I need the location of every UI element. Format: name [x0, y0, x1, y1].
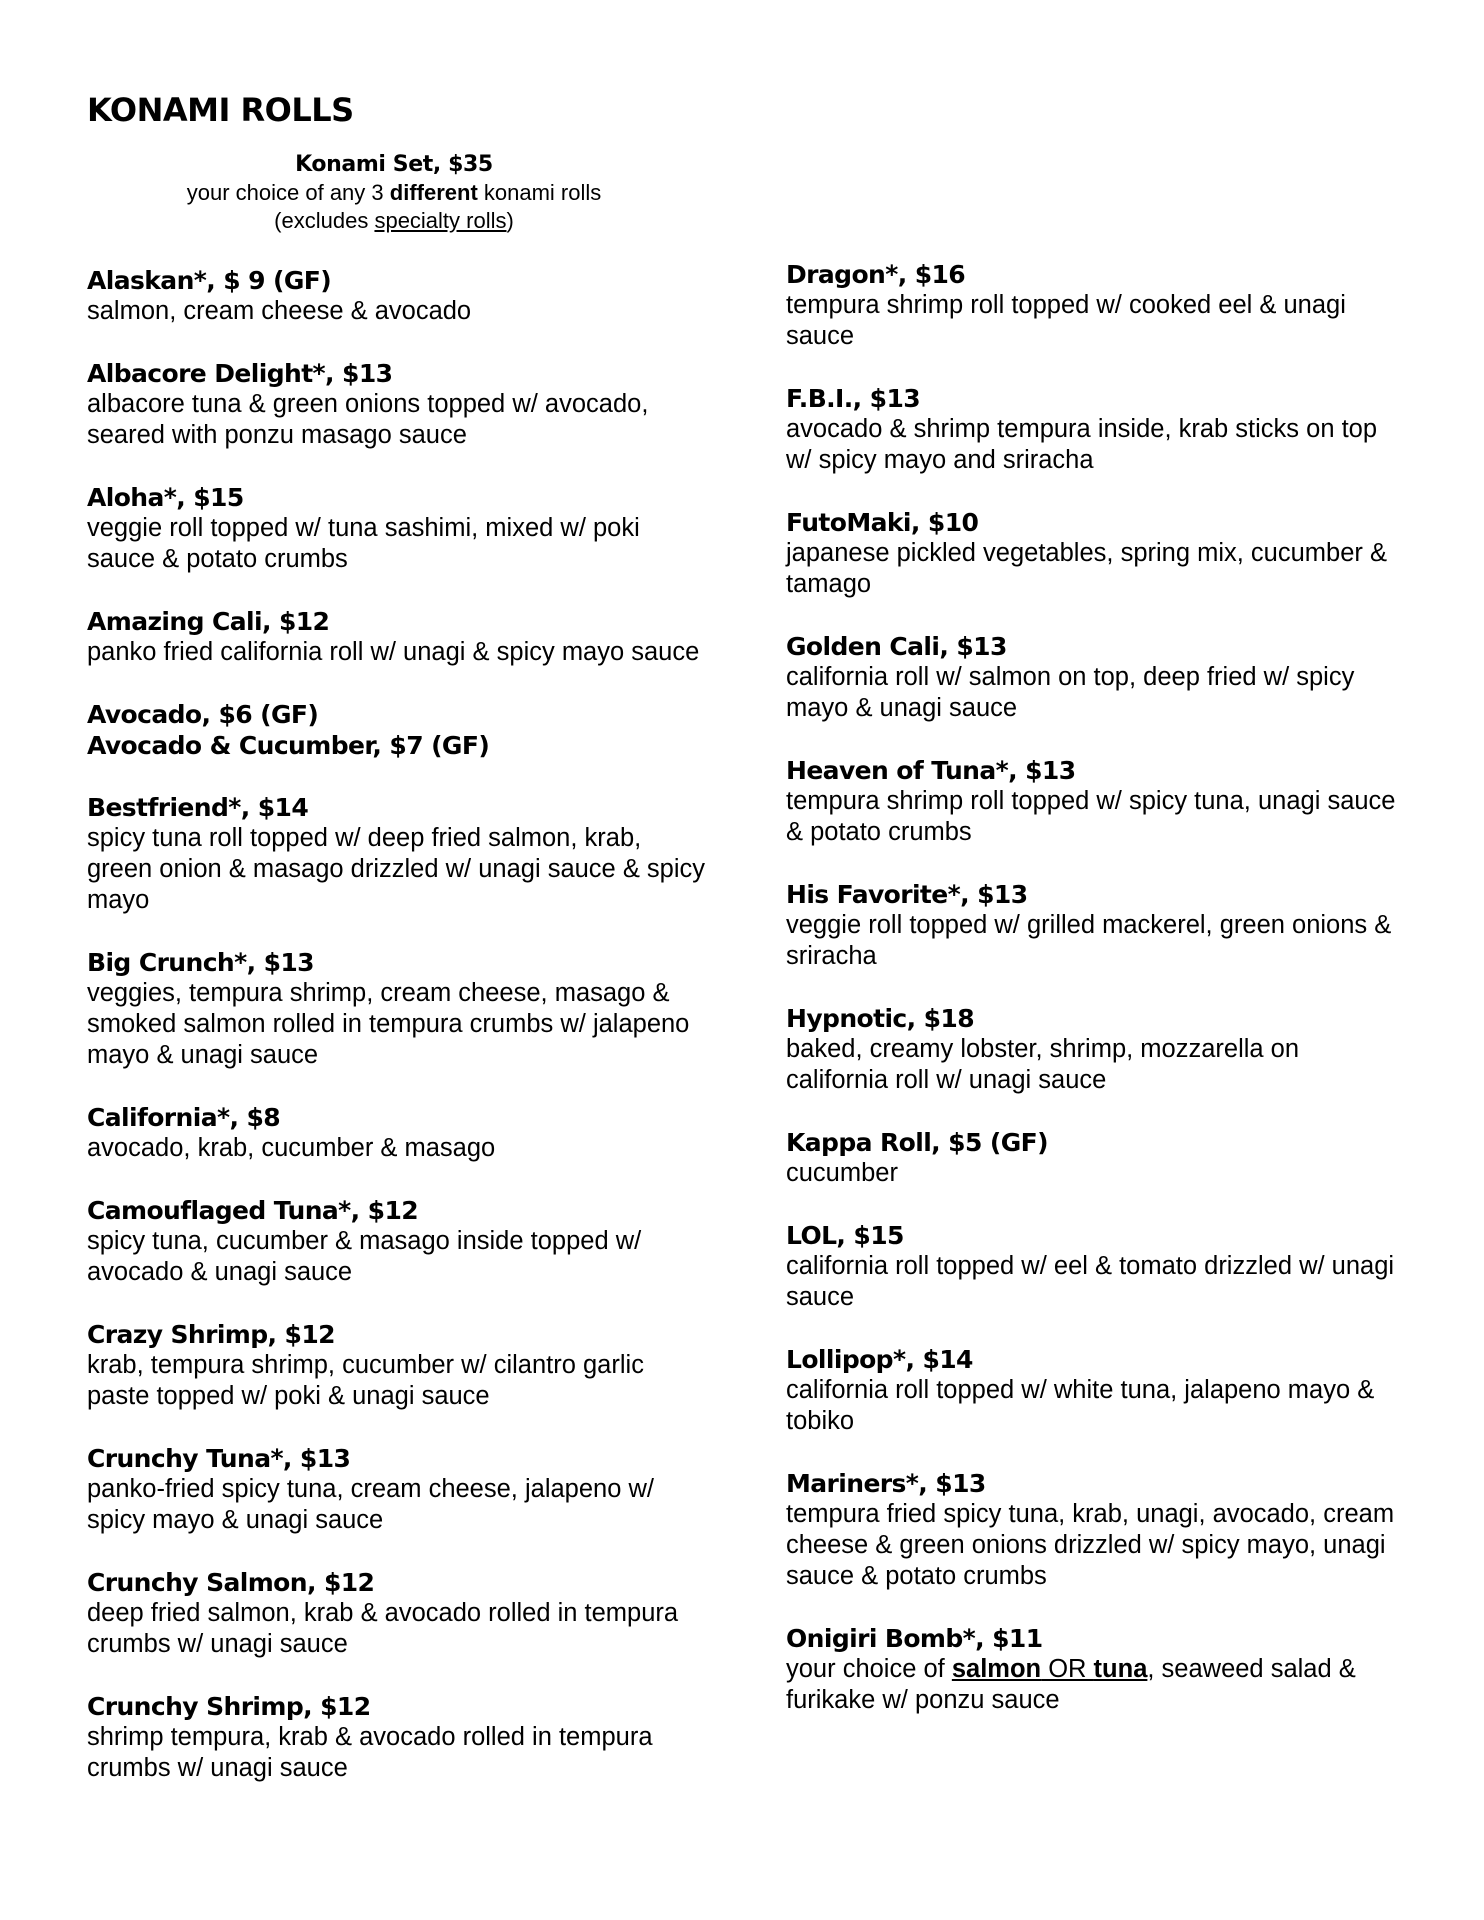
- menu-item-name: California*, $8: [87, 1103, 281, 1132]
- onigiri-option-salmon: salmon: [951, 1655, 1042, 1683]
- menu-item-kappa-roll: [786, 1127, 1406, 1189]
- page-title: KONAMI ROLLS: [87, 91, 354, 129]
- menu-item-name: Heaven of Tuna*, $13: [786, 756, 1076, 785]
- menu-item-desc: [786, 1654, 1406, 1716]
- menu-item-desc: tempura fried spicy tuna, krab, unagi, avocado, cream cheese & green onions drizzled w/ spicy mayo, unagi sauce & potato crumbs: [786, 1500, 1395, 1590]
- menu-item-name: Onigiri Bomb*, $11: [786, 1624, 1043, 1653]
- menu-item-desc: spicy tuna, cucumber & masago inside topped w/ avocado & unagi sauce: [87, 1227, 642, 1286]
- menu-item-desc: panko-fried spicy tuna, cream cheese, jalapeno w/ spicy mayo & unagi sauce: [87, 1475, 654, 1534]
- right-menu-column: [786, 259, 1406, 1747]
- menu-item-name: Amazing Cali, $12: [87, 607, 330, 636]
- menu-item-amazing-cali: [87, 606, 707, 668]
- onigiri-option-tuna: tuna: [1093, 1655, 1148, 1683]
- menu-item-name: FutoMaki, $10: [786, 508, 979, 537]
- menu-item-name: Aloha*, $15: [87, 483, 244, 512]
- onigiri-desc-before: your choice of: [786, 1655, 952, 1683]
- menu-item-desc: avocado, krab, cucumber & masago: [87, 1134, 496, 1162]
- menu-item-desc: veggies, tempura shrimp, cream cheese, masago & smoked salmon rolled in tempura crumbs w/ jalapeno mayo & unagi sauce: [87, 979, 690, 1069]
- menu-item-futomaki: [786, 507, 1406, 600]
- menu-item-name: Golden Cali, $13: [786, 632, 1007, 661]
- menu-item-name-avocado-cucumber: Avocado & Cucumber, $7 (GF): [87, 731, 490, 760]
- menu-item-name: His Favorite*, $13: [786, 880, 1028, 909]
- menu-item-desc: avocado & shrimp tempura inside, krab sticks on top w/ spicy mayo and sriracha: [786, 415, 1378, 474]
- menu-item-name: Albacore Delight*, $13: [87, 359, 393, 388]
- menu-item-desc: veggie roll topped w/ tuna sashimi, mixed w/ poki sauce & potato crumbs: [87, 514, 640, 573]
- specialty-rolls-link[interactable]: specialty rolls: [374, 208, 507, 233]
- menu-item-desc: california roll topped w/ white tuna, jalapeno mayo & tobiko: [786, 1376, 1375, 1435]
- menu-item-onigiri-bomb: [786, 1623, 1406, 1716]
- menu-item-name: Crunchy Shrimp, $12: [87, 1692, 371, 1721]
- menu-item-desc: panko fried california roll w/ unagi & spicy mayo sauce: [87, 638, 700, 666]
- menu-item-desc: japanese pickled vegetables, spring mix, cucumber & tamago: [786, 539, 1387, 598]
- set-line1-bold: different: [389, 180, 478, 205]
- menu-item-desc: baked, creamy lobster, shrimp, mozzarella on california roll w/ unagi sauce: [786, 1035, 1300, 1094]
- menu-item-name: Lollipop*, $14: [786, 1345, 973, 1374]
- konami-set-line1: [87, 179, 701, 207]
- onigiri-desc-after: , seaweed salad & furikake w/ ponzu sauce: [786, 1655, 1356, 1714]
- menu-item-desc: spicy tuna roll topped w/ deep fried salmon, krab, green onion & masago drizzled w/ unagi sauce & spicy mayo: [87, 824, 706, 914]
- menu-item-aloha: [87, 482, 707, 575]
- menu-item-desc: tempura shrimp roll topped w/ spicy tuna, unagi sauce & potato crumbs: [786, 787, 1396, 846]
- menu-item-name: Crunchy Salmon, $12: [87, 1568, 375, 1597]
- menu-item-name: Kappa Roll, $5 (GF): [786, 1128, 1048, 1157]
- set-line1-before: your choice of any 3: [186, 180, 390, 205]
- menu-item-name: Hypnotic, $18: [786, 1004, 975, 1033]
- menu-item-desc: tempura shrimp roll topped w/ cooked eel & unagi sauce: [786, 291, 1346, 350]
- menu-item-name: Camouflaged Tuna*, $12: [87, 1196, 419, 1225]
- menu-item-crazy-shrimp: [87, 1319, 707, 1412]
- menu-item-name: Mariners*, $13: [786, 1469, 986, 1498]
- menu-item-crunchy-salmon: [87, 1567, 707, 1660]
- set-line2-before: (excludes: [274, 208, 375, 233]
- menu-item-hypnotic: [786, 1003, 1406, 1096]
- set-line2-after: ): [506, 208, 514, 233]
- menu-item-name: LOL, $15: [786, 1221, 904, 1250]
- menu-item-desc: california roll w/ salmon on top, deep fried w/ spicy mayo & unagi sauce: [786, 663, 1355, 722]
- menu-item-dragon: [786, 259, 1406, 352]
- menu-item-name: Bestfriend*, $14: [87, 793, 309, 822]
- menu-item-alaskan: [87, 265, 707, 327]
- menu-item-desc: salmon, cream cheese & avocado: [87, 297, 472, 325]
- menu-item-desc: shrimp tempura, krab & avocado rolled in tempura crumbs w/ unagi sauce: [87, 1723, 653, 1782]
- konami-set-block: [87, 151, 701, 235]
- konami-set-name: Konami Set, $35: [295, 152, 493, 177]
- set-line1-after: konami rolls: [477, 180, 602, 205]
- menu-item-desc: cucumber: [786, 1159, 898, 1187]
- menu-item-crunchy-shrimp: [87, 1691, 707, 1784]
- menu-item-crunchy-tuna: [87, 1443, 707, 1536]
- menu-item-albacore-delight: [87, 358, 707, 451]
- menu-item-desc: krab, tempura shrimp, cucumber w/ cilantro garlic paste topped w/ poki & unagi sauce: [87, 1351, 644, 1410]
- menu-item-name: Crunchy Tuna*, $13: [87, 1444, 351, 1473]
- menu-item-bestfriend: [87, 792, 707, 916]
- menu-item-california: [87, 1102, 707, 1164]
- menu-item-fbi: [786, 383, 1406, 476]
- menu-item-his-favorite: [786, 879, 1406, 972]
- konami-set-line2: [87, 207, 701, 235]
- menu-item-name: F.B.I., $13: [786, 384, 921, 413]
- menu-item-name: Alaskan*, $ 9 (GF): [87, 266, 332, 295]
- menu-item-desc: deep fried salmon, krab & avocado rolled in tempura crumbs w/ unagi sauce: [87, 1599, 679, 1658]
- menu-item-lol: [786, 1220, 1406, 1313]
- left-menu-column: [87, 265, 707, 1815]
- menu-item-mariners: [786, 1468, 1406, 1592]
- menu-item-name: Big Crunch*, $13: [87, 948, 314, 977]
- menu-item-golden-cali: [786, 631, 1406, 724]
- onigiri-or: OR: [1041, 1655, 1094, 1683]
- menu-item-camouflaged-tuna: [87, 1195, 707, 1288]
- menu-item-name: Dragon*, $16: [786, 260, 966, 289]
- menu-item-heaven-of-tuna: [786, 755, 1406, 848]
- menu-item-name: Crazy Shrimp, $12: [87, 1320, 335, 1349]
- menu-item-desc: albacore tuna & green onions topped w/ avocado, seared with ponzu masago sauce: [87, 390, 649, 449]
- menu-item-avocado: [87, 699, 707, 761]
- menu-item-lollipop: [786, 1344, 1406, 1437]
- menu-item-desc: california roll topped w/ eel & tomato drizzled w/ unagi sauce: [786, 1252, 1395, 1311]
- menu-item-name: Avocado, $6 (GF): [87, 700, 319, 729]
- menu-item-desc: veggie roll topped w/ grilled mackerel, green onions & sriracha: [786, 911, 1392, 970]
- menu-item-big-crunch: [87, 947, 707, 1071]
